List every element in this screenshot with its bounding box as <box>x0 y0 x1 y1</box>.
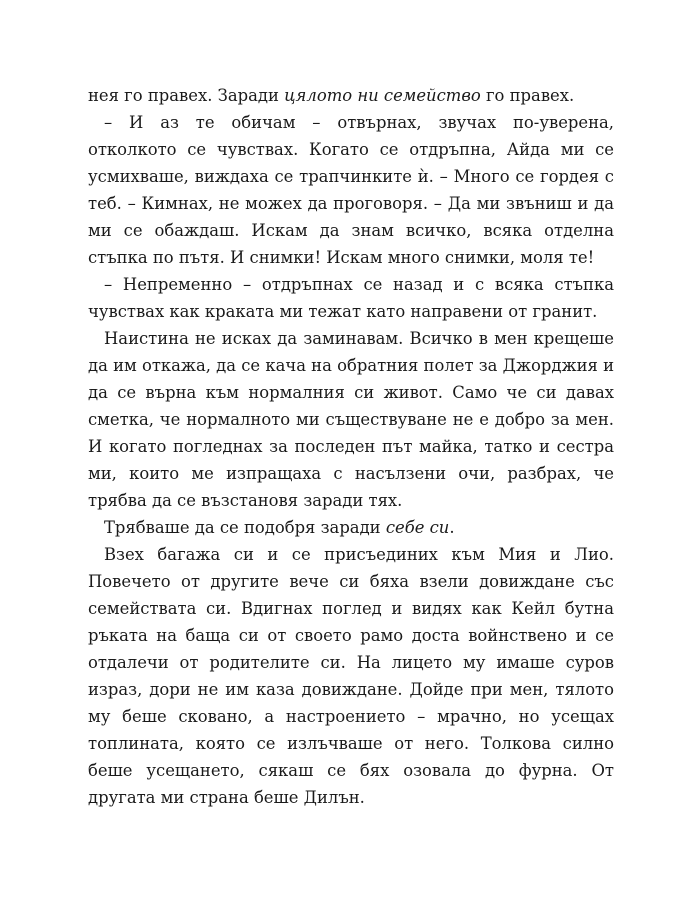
paragraph-2-text: – И аз те обичам – отвърнах, звучах по-уверена, отколкото се чувствах. Когато се отдръпна, Айда ми се усмихваше, виждаха се трапчинките ѝ. – Много се гордея с теб. – Кимнах, не можех да проговоря. – Да ми звъниш и да ми се обаждаш. Искам да знам всичко, всяка отделна стъпка по пътя. И снимки! Искам много снимки, моля те! <box>88 113 614 267</box>
paragraph-5-italic-self: себе си <box>385 518 450 537</box>
paragraph-6-text: Взех багажа си и се присъединих към Мия и Лио. Повечето от другите вече си бяха взели довиждане със семействата си. Вдигнах поглед и видях как Кейл бутна ръката на баща си от своето рамо доста войнствено и се отдалечи от родителите си. На лицето му имаше суров израз, дори не им каза довиждане. Дойде при мен, тялото му беше сковано, а настроението – мрачно, но усещах топлината, която се излъчваше от него. Толкова силно беше усещането, сякаш се бях озовала до фурна. От другата ми страна беше Дилън. <box>88 545 614 807</box>
paragraph-5 <box>88 514 614 541</box>
paragraph-2 <box>88 109 614 271</box>
paragraph-3-text: – Непременно – отдръпнах се назад и с всяка стъпка чувствах как краката ми тежат като направени от гранит. <box>88 275 614 321</box>
paragraph-6 <box>88 541 614 811</box>
paragraph-4-text: Наистина не исках да заминавам. Всичко в мен крещеше да им откажа, да се кача на обратния полет за Джорджия и да се върна към нормалния си живот. Само че си давах сметка, че нормалното ми съществуване не е добро за мен. И когато погледнах за последен път майка, татко и сестра ми, които ме изпращаха с насълзени очи, разбрах, че трябва да се възстановя заради тях. <box>88 329 614 510</box>
paragraph-5-text-b: . <box>449 518 455 537</box>
paragraph-1-text-a: нея го правех. Заради <box>88 86 285 105</box>
paragraph-3 <box>88 271 614 325</box>
paragraph-1-italic-family: цялото ни семейство <box>284 86 481 105</box>
paragraph-1 <box>88 82 614 109</box>
paragraph-4 <box>88 325 614 514</box>
paragraph-1-text-b: го правех. <box>480 86 575 105</box>
book-page <box>88 82 614 811</box>
paragraph-5-text-a: Трябваше да се подобря заради <box>104 518 386 537</box>
